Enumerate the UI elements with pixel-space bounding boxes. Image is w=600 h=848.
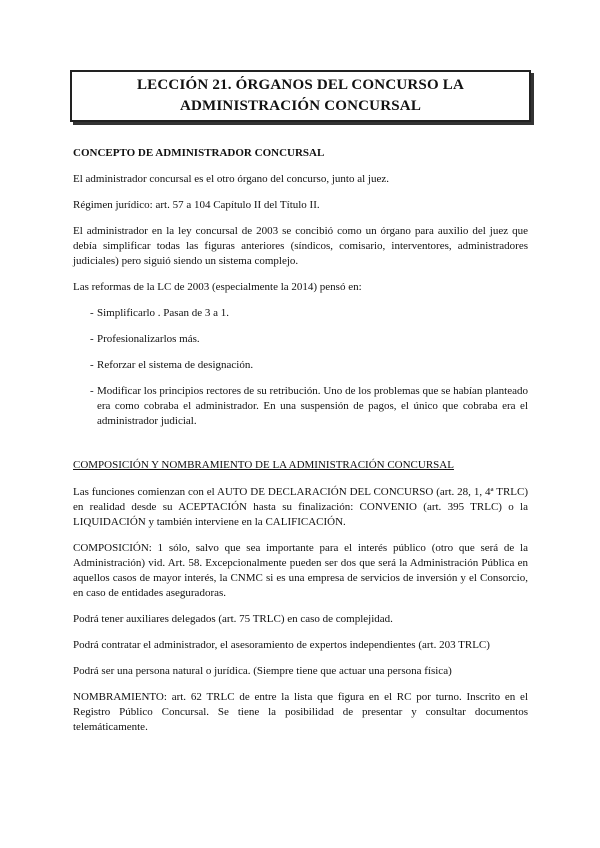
paragraph: COMPOSICIÓN: 1 sólo, salvo que sea importante para el interés público (otro que será de la Administración) vid. Art. 58. Excepcionalmente pueden ser dos que será la Administración Pública en aquellos casos de mayor interés, la CNMC si es una empresa de servicios de inversión y el Consorcio, en caso de entidades aseguradoras.	[73, 542, 528, 599]
paragraph: Régimen jurídico: art. 57 a 104 Capítulo II del Título II.	[73, 199, 320, 211]
list-item-text: Reforzar el sistema de designación.	[97, 359, 254, 371]
lesson-title-line-2: ADMINISTRACIÓN CONCURSAL	[179, 98, 422, 114]
list-item-text: Profesionalizarlos más.	[97, 333, 200, 345]
lesson-title-box	[70, 70, 531, 122]
list-item	[73, 306, 528, 321]
lesson-title-line-1: LECCIÓN 21. ÓRGANOS DEL CONCURSO LA	[136, 77, 465, 93]
list-item-text: Simplificarlo . Pasan de 3 a 1.	[97, 307, 229, 319]
paragraph: Las reformas de la LC de 2003 (especialmente la 2014) pensó en:	[73, 281, 362, 293]
list-item	[73, 332, 528, 347]
paragraph: NOMBRAMIENTO: art. 62 TRLC de entre la lista que figura en el RC por turno. Inscrito en el Registro Público Concursal. Se tiene la posibilidad de presentar y consultar documentos telemáticamente.	[73, 691, 528, 733]
paragraph: Podrá tener auxiliares delegados (art. 75 TRLC) en caso de complejidad.	[73, 613, 393, 625]
paragraph: Podrá contratar el administrador, el asesoramiento de expertos independientes (art. 203 TRLC)	[73, 639, 490, 651]
list-item	[73, 358, 528, 373]
paragraph: El administrador en la ley concursal de 2003 se concibió como un órgano para auxilio del juez que debía simplificar todas las figuras anteriores (síndicos, comisario, interventores, administradores judiciales) pero siguió siendo un sistema complejo.	[73, 225, 528, 267]
paragraph: Podrá ser una persona natural o jurídica. (Siempre tiene que actuar una persona física)	[73, 665, 452, 677]
paragraph: Las funciones comienzan con el AUTO DE DECLARACIÓN DEL CONCURSO (art. 28, 1, 4ª TRLC) en realidad desde su ACEPTACIÓN hasta su finalización: CONVENIO (art. 395 TRLC) o la LIQUIDACIÓN y también interviene en la CALIFICACIÓN.	[73, 486, 528, 528]
reform-list	[73, 306, 528, 429]
section-heading-composicion: COMPOSICIÓN Y NOMBRAMIENTO DE LA ADMINISTRACIÓN CONCURSAL	[73, 459, 454, 471]
dash-bullet: -	[90, 307, 94, 319]
dash-bullet: -	[90, 385, 94, 397]
paragraph: El administrador concursal es el otro órgano del concurso, junto al juez.	[73, 173, 389, 185]
list-item-text: Modificar los principios rectores de su retribución. Uno de los problemas que se habían planteado era como cobraba el administrador. En una suspensión de pagos, el único que cobraba era el administrador judicial.	[97, 385, 528, 427]
document-body	[73, 146, 528, 746]
list-item	[73, 384, 528, 429]
dash-bullet: -	[90, 359, 94, 371]
section-spacer	[73, 440, 528, 458]
dash-bullet: -	[90, 333, 94, 345]
section-heading-concepto: CONCEPTO DE ADMINISTRADOR CONCURSAL	[73, 147, 325, 159]
